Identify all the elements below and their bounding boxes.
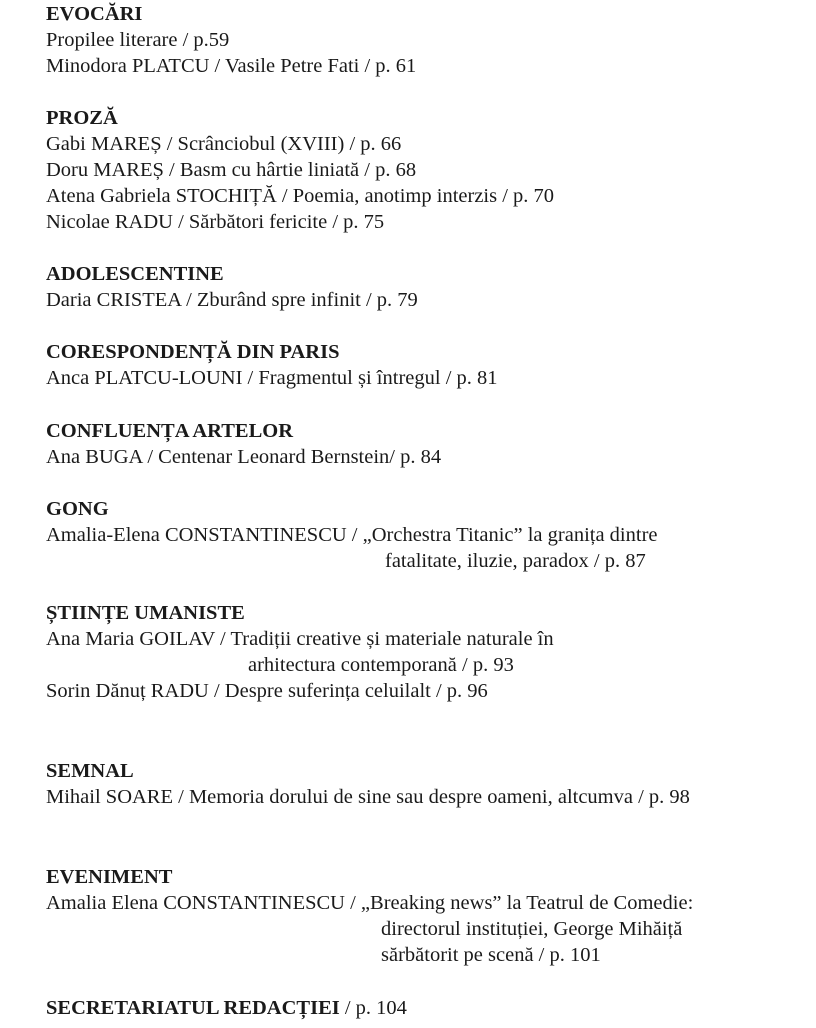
section-heading: ȘTIINȚE UMANISTE xyxy=(46,602,245,624)
toc-entry-continuation: sărbătorit pe scenă / p. 101 xyxy=(381,944,601,966)
toc-entry: Ana Maria GOILAV / Tradiții creative și materiale naturale în xyxy=(46,628,554,650)
toc-entry: Mihail SOARE / Memoria dorului de sine sau despre oameni, altcumva / p. 98 xyxy=(46,786,690,808)
toc-entry: Sorin Dănuț RADU / Despre suferința celuilalt / p. 96 xyxy=(46,680,488,702)
toc-entry-continuation: arhitectura contemporană / p. 93 xyxy=(248,654,514,676)
section-heading: GONG xyxy=(46,498,109,520)
section-heading: CORESPONDENȚĂ DIN PARIS xyxy=(46,341,340,363)
toc-entry: Propilee literare / p.59 xyxy=(46,29,230,51)
toc-entry: Atena Gabriela STOCHIȚĂ / Poemia, anotimp interzis / p. 70 xyxy=(46,185,555,207)
section-adolescentine xyxy=(46,261,806,313)
section-heading: ADOLESCENTINE xyxy=(46,263,224,285)
section-corespondenta xyxy=(46,339,806,391)
section-heading: SECRETARIATUL REDACȚIEI xyxy=(46,997,340,1019)
section-evocari xyxy=(46,1,806,79)
section-heading: EVENIMENT xyxy=(46,866,173,888)
toc-entry: Amalia Elena CONSTANTINESCU / „Breaking news” la Teatrul de Comedie: xyxy=(46,892,694,914)
toc-entry: Anca PLATCU-LOUNI / Fragmentul și întregul / p. 81 xyxy=(46,367,498,389)
section-gong xyxy=(46,496,806,574)
section-heading: PROZĂ xyxy=(46,107,118,129)
toc-entry-continuation: directorul instituției, George Mihăiță xyxy=(381,918,683,940)
section-eveniment xyxy=(46,864,806,968)
section-heading: CONFLUENȚA ARTELOR xyxy=(46,420,294,442)
toc-entry: Doru MAREȘ / Basm cu hârtie liniată / p. 68 xyxy=(46,159,417,181)
toc-entry: Gabi MAREȘ / Scrânciobul (XVIII) / p. 66 xyxy=(46,133,402,155)
toc-entry-continuation: fatalitate, iluzie, paradox / p. 87 xyxy=(385,550,646,572)
section-confluenta-artelor xyxy=(46,418,806,470)
toc-entry: Amalia-Elena CONSTANTINESCU / „Orchestra Titanic” la granița dintre xyxy=(46,524,658,546)
section-stiinte-umaniste xyxy=(46,600,806,704)
toc-entry: Nicolae RADU / Sărbători fericite / p. 75 xyxy=(46,211,385,233)
section-heading: SEMNAL xyxy=(46,760,134,782)
section-secretariat xyxy=(46,995,806,1021)
section-semnal xyxy=(46,758,806,810)
section-proza xyxy=(46,105,806,235)
toc-entry: Ana BUGA / Centenar Leonard Bernstein/ p. 84 xyxy=(46,446,442,468)
section-heading: EVOCĂRI xyxy=(46,3,143,25)
toc-entry: Daria CRISTEA / Zburând spre infinit / p. 79 xyxy=(46,289,418,311)
toc-entry: Minodora PLATCU / Vasile Petre Fati / p. 61 xyxy=(46,55,417,77)
table-of-contents xyxy=(46,1,806,1021)
toc-entry xyxy=(46,995,806,1021)
page-reference: / p. 104 xyxy=(339,997,407,1019)
